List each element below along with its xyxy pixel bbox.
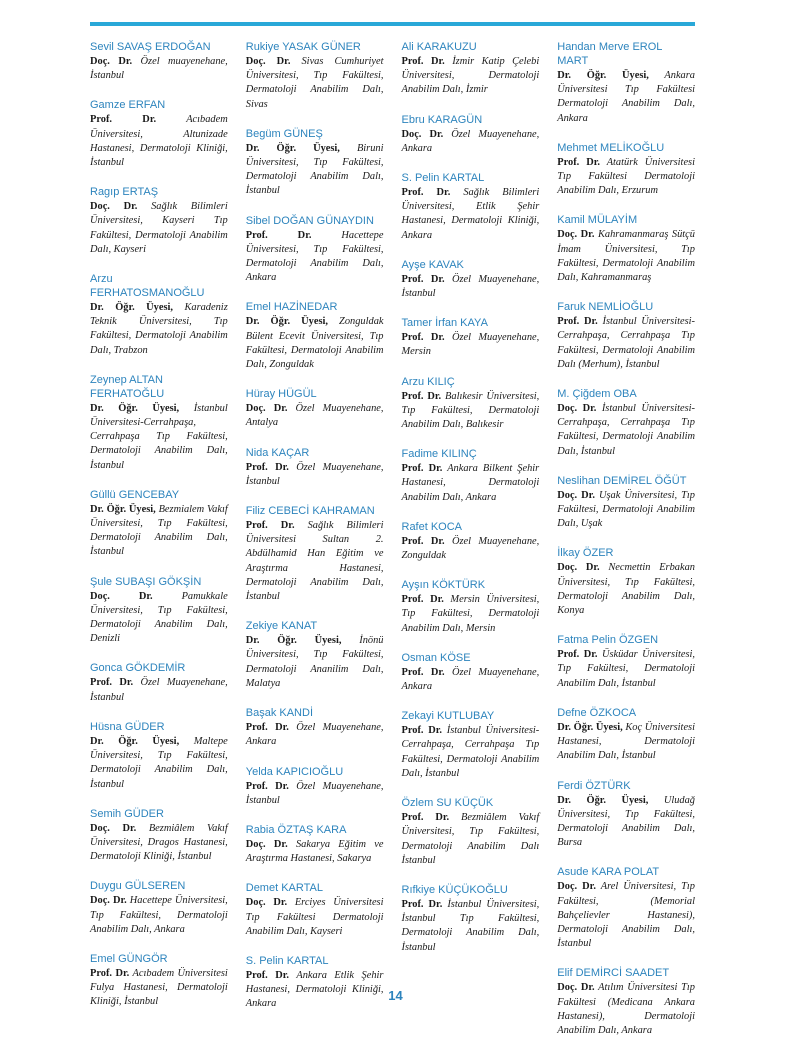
contributor-name: Defne ÖZKOCA (557, 706, 637, 719)
affiliation-text: Özel Muayenehane, İstanbul (245, 780, 384, 806)
contributor-entry (402, 447, 540, 505)
academic-title: Prof. Dr. (245, 780, 289, 792)
contributor-affiliation (90, 822, 228, 865)
academic-title: Prof. Dr. (401, 898, 443, 910)
contributor-entry (246, 706, 384, 749)
contributor-name: S. Pelin KARTAL (245, 954, 329, 967)
academic-title: Prof. Dr. (245, 461, 289, 473)
academic-title: Dr. Öğr. Üyesi, (245, 142, 340, 154)
contributor-affiliation (246, 142, 384, 199)
affiliation-text: Sağlık Bilimleri Üniversitesi Sultan 2. Abdülhamid Han Eğitim ve Araştırma Hastanesi, Dermatoloji Anabilim Dalı, İstanbul (245, 520, 384, 603)
contributor-entry (557, 779, 695, 851)
contributor-name: Mehmet MELİKOĞLU (557, 141, 665, 154)
academic-title: Prof. Dr. (90, 967, 130, 979)
affiliation-text: Sivas Cumhuriyet Üniversitesi, Tıp Fakültesi, Dermatoloji Anabilim Dalı, Sivas (245, 56, 384, 110)
affiliation-text: İstanbul Üniversitesi-Cerrahpaşa, Cerrahpaşa Tıp Fakültesi, Dermatoloji Anabilim Dalı, İstanbul (401, 725, 540, 779)
affiliation-text: Özel Muayenehane, Ankara (401, 128, 540, 154)
contributor-entry (557, 633, 695, 691)
affiliation-text: Sağlık Bilimleri Üniversitesi, Kayseri Tıp Fakültesi, Dermatoloji Anabilim Dalı, Kayseri (90, 201, 228, 255)
affiliation-text: Karadeniz Teknik Üniversitesi, Tıp Fakültesi, Dermatoloji Anabilim Dalı, Trabzon (90, 302, 228, 356)
contributor-name: Asude KARA POLAT (557, 866, 660, 879)
contributor-affiliation (557, 228, 695, 285)
academic-title: Prof. Dr. (90, 677, 134, 689)
contributor-entry (557, 300, 695, 372)
contributor-entry (246, 446, 384, 489)
contributor-entry (557, 213, 695, 285)
contributor-entry (557, 474, 695, 532)
top-rule (90, 22, 695, 26)
contributor-entry (246, 387, 384, 430)
contributor-affiliation (246, 896, 384, 939)
academic-title: Doç. Dr. (557, 229, 595, 241)
contributor-entry (402, 709, 540, 781)
contributor-affiliation (402, 724, 540, 781)
contributor-name: Başak KANDİ (245, 707, 313, 720)
affiliation-text: Ankara Etlik Şehir Hastanesi, Dermatoloji Kliniği, Ankara (245, 969, 384, 1010)
affiliation-text: Özel Muayenehane, İstanbul (245, 461, 384, 487)
academic-title: Prof. Dr. (401, 56, 445, 67)
contributor-name: Demet KARTAL (245, 882, 323, 895)
affiliation-text: Hacettepe Üniversitesi, Tıp Fakültesi, Dermatoloji Anabilim Dalı, Ankara (245, 229, 384, 284)
affiliation-text: Atılım Üniversitesi Tıp Fakültesi (Medicana Ankara Hastanesi), Dermatoloji Anabilim Dalı, Ankara (557, 982, 696, 1036)
contributor-entry (557, 706, 695, 764)
contributor-entry (246, 214, 384, 286)
academic-title: Prof. Dr. (401, 187, 451, 199)
contributor-name: Sibel DOĞAN GÜNAYDIN (245, 214, 374, 227)
contributor-name: Elif DEMİRCİ SAADET (557, 967, 670, 980)
contributor-name: Ayşın KÖKTÜRK (401, 579, 486, 592)
contributor-name: Emel HAZİNEDAR (245, 301, 338, 314)
academic-title: Prof. Dr. (401, 812, 450, 824)
contributor-affiliation (246, 838, 384, 866)
affiliation-text: İzmir Katip Çelebi Üniversitesi, Dermatoloji Anabilim Dalı, İzmir (401, 56, 540, 96)
contributor-entry (402, 258, 540, 301)
academic-title: Doç. Dr. (401, 128, 444, 140)
contributor-entry (90, 879, 228, 937)
contributor-affiliation (246, 519, 384, 604)
affiliation-text: Bezmiâlem Vakıf Üniversitesi, Dragos Hastanesi, Dermatoloji Kliniği, İstanbul (90, 822, 228, 863)
contributor-name: Zekayi KUTLUBAY (401, 710, 495, 723)
contributor-affiliation (402, 273, 540, 301)
contributor-entry (246, 823, 384, 866)
contributor-entry (90, 272, 228, 358)
contributor-affiliation (90, 200, 228, 257)
academic-title: Doç. Dr. (557, 562, 600, 574)
academic-title: Dr. Öğr. Üyesi, (90, 402, 180, 414)
academic-title: Prof. Dr. (245, 969, 290, 981)
contributor-entry (90, 807, 228, 865)
contributor-name: Rukiye YASAK GÜNER (245, 41, 361, 53)
affiliation-text: Ankara Üniversitesi Tıp Fakültesi Dermatoloji Anabilim Dalı, Ankara (557, 70, 695, 124)
contributor-affiliation (402, 462, 540, 505)
academic-title: Doç. Dr. (90, 201, 138, 213)
contributor-affiliation (557, 880, 695, 951)
affiliation-text: Acıbadem Üniversitesi Fulya Hastanesi, Dermatoloji Kliniği, İstanbul (90, 967, 228, 1008)
academic-title: Doç. Dr. (245, 403, 288, 415)
contributor-affiliation (402, 535, 540, 563)
contributor-affiliation (402, 898, 540, 955)
academic-title: Prof. Dr. (401, 666, 445, 678)
column-1 (90, 40, 228, 1008)
academic-title: Prof. Dr. (557, 649, 598, 661)
academic-title: Prof. Dr. (401, 390, 442, 402)
contributor-entry (402, 883, 540, 955)
academic-title: Doç. Dr. (557, 881, 596, 893)
academic-title: Dr. Öğr. Üyesi, (557, 794, 649, 806)
academic-title: Doç. Dr. (90, 56, 133, 67)
affiliation-text: Özel muayenehane, İstanbul (90, 56, 228, 82)
contributor-name: Ali KARAKUZU (401, 41, 477, 53)
contributor-name: Duygu GÜLSEREN (90, 880, 186, 893)
contributor-entry (90, 575, 228, 647)
contributor-entry (90, 40, 228, 83)
contributor-entry (402, 796, 540, 868)
affiliation-text: Üsküdar Üniversitesi, Tıp Fakültesi, Dermatoloji Anabilim Dalı, İstanbul (557, 649, 695, 689)
academic-title: Prof. Dr. (557, 156, 600, 168)
affiliation-text: İstanbul Üniversitesi-Cerrahpaşa, Cerrahpaşa Tıp Fakültesi, Dermatoloji Anabilim Dalı (Merhum), İstanbul (557, 316, 695, 370)
contributor-affiliation (246, 402, 384, 430)
contributor-affiliation (402, 128, 540, 156)
contributor-affiliation (557, 489, 695, 532)
affiliation-text: Özel Muayenehane, Zonguldak (401, 535, 540, 562)
contributor-entry (246, 300, 384, 372)
contributor-name: Neslihan DEMİREL ÖĞÜT (557, 474, 687, 487)
contributor-affiliation (90, 503, 228, 560)
contributor-name: Fadime KILINÇ (401, 448, 477, 461)
contributor-name: Ragıp ERTAŞ (90, 186, 159, 199)
academic-title: Dr. Öğr. Üyesi, (90, 302, 173, 314)
contributor-name: Emel GÜNGÖR (90, 952, 168, 965)
contributor-name: Arzu KILIÇ (401, 375, 455, 388)
affiliation-text: Maltepe Üniversitesi, Tıp Fakültesi, Dermatoloji Anabilim Dalı, İstanbul (90, 735, 228, 790)
academic-title: Prof. Dr. (245, 722, 289, 734)
column-2 (245, 40, 384, 1010)
contributor-name: Özlem SU KÜÇÜK (401, 797, 494, 810)
contributor-affiliation (246, 634, 384, 691)
contributor-entry (246, 619, 384, 691)
contributor-name: Rafet KOCA (401, 520, 463, 533)
affiliation-text: İstanbul Üniversitesi-Cerrahpaşa, Cerrahpaşa Tıp Fakültesi, Dermatoloji Anabilim Dalı, İstanbul (557, 403, 695, 457)
affiliation-text: Mersin Üniversitesi, Tıp Fakültesi, Dermatoloji Anabilim Dalı, Mersin (401, 594, 540, 634)
academic-title: Doç. Dr. (557, 403, 597, 415)
contributor-affiliation (90, 676, 228, 704)
contributor-name: Rıfkiye KÜÇÜKOĞLU (401, 883, 508, 896)
contributor-name: İlkay ÖZER (557, 547, 614, 560)
contributor-name: Ferdi ÖZTÜRK (557, 779, 631, 792)
contributor-affiliation (90, 113, 228, 170)
affiliation-text: Ankara Bilkent Şehir Hastanesi, Dermatoloji Anabilim Dalı, Ankara (401, 463, 540, 503)
contributor-name: S. Pelin KARTAL (401, 172, 485, 185)
contributor-name: Tamer İrfan KAYA (401, 317, 488, 330)
contributor-affiliation (246, 315, 384, 372)
affiliation-text: Sakarya Eğitim ve Araştırma Hastanesi, Sakarya (245, 838, 384, 865)
contributor-affiliation (246, 229, 384, 286)
academic-title: Dr. Öğr. Üyesi, (557, 70, 649, 81)
contributor-entry (246, 765, 384, 808)
contributor-affiliation (557, 794, 695, 851)
academic-title: Prof. Dr. (401, 332, 445, 344)
contributor-name: Zeynep ALTAN FERHATOĞLU (90, 373, 165, 400)
contributor-affiliation (246, 721, 384, 749)
contributor-affiliation (90, 894, 228, 937)
affiliation-text: Acıbadem Üniversitesi, Altunizade Hastanesi, Dermatoloji Kliniği, İstanbul (90, 114, 228, 169)
academic-title: Doç. Dr. (557, 982, 595, 994)
academic-title: Doç. Dr. (90, 895, 127, 907)
affiliation-text: Özel Muayenehane, Ankara (401, 666, 540, 693)
contributor-entry (402, 375, 540, 433)
affiliation-text: Özel Muayenehane, Mersin (401, 332, 540, 358)
academic-title: Prof. Dr. (245, 229, 312, 241)
contributor-entry (246, 881, 384, 939)
academic-title: Prof. Dr. (401, 725, 443, 737)
contributor-affiliation (402, 55, 540, 98)
page-number: 14 (388, 988, 403, 1003)
academic-title: Dr. Öğr. Üyesi, (90, 735, 180, 747)
contributor-name: Yelda KAPICIOĞLU (245, 765, 344, 778)
contributor-name: Faruk NEMLİOĞLU (557, 301, 654, 314)
affiliation-text: İstanbul Üniversitesi, İstanbul Tıp Fakültesi, Dermatoloji Anabilim Dalı, İstanbul (401, 898, 540, 953)
affiliation-text: Özel Muayenehane, Ankara (245, 722, 384, 748)
affiliation-text: Kahramanmaraş Sütçü İmam Üniversitesi, Tıp Fakültesi, Dermatoloji Anabilim Dalı, Kahramanmaraş (557, 229, 695, 284)
contributor-affiliation (246, 780, 384, 808)
contributor-entry (90, 373, 228, 473)
affiliation-text: Hacettepe Üniversitesi, Tıp Fakültesi, Dermatoloji Anabilim Dalı, Ankara (90, 895, 228, 935)
contributor-entry (402, 171, 540, 243)
academic-title: Dr. Öğr. Üyesi, (245, 316, 328, 328)
contributor-entry (402, 40, 540, 98)
contributor-name: M. Çiğdem OBA (557, 388, 637, 401)
academic-title: Doç. Dr. (245, 838, 288, 850)
academic-title: Prof. Dr. (401, 273, 445, 285)
affiliation-text: Necmettin Erbakan Üniversitesi, Tıp Fakültesi, Dermatoloji Anabilim Dalı, Konya (557, 562, 695, 617)
contributor-affiliation (557, 69, 695, 126)
contributor-entry (402, 578, 540, 636)
contributor-affiliation (90, 735, 228, 792)
contributor-name: Gamze ERFAN (90, 99, 166, 112)
affiliation-text: Arel Üniversitesi, Tıp Fakültesi, (Memorial Bahçelievler Hastanesi), Dermatoloji Anabilim Dalı, İstanbul (557, 881, 695, 950)
contributor-affiliation (557, 721, 695, 764)
contributor-affiliation (402, 390, 540, 433)
contributor-entry (557, 40, 695, 126)
academic-title: Doç. Dr. (90, 590, 153, 602)
contributor-name: Kamil MÜLAYİM (557, 214, 638, 227)
column-3 (402, 40, 540, 985)
contributor-name: Fatma Pelin ÖZGEN (557, 634, 659, 647)
contributor-affiliation (402, 331, 540, 359)
contributor-entry (90, 488, 228, 560)
contributor-affiliation (402, 186, 540, 243)
contributor-name: Osman KÖSE (401, 651, 471, 664)
contributor-entry (557, 387, 695, 459)
academic-title: Prof. Dr. (401, 535, 445, 547)
contributor-entry (402, 651, 540, 694)
contributor-name: Arzu FERHATOSMANOĞLU (90, 273, 205, 300)
contributor-name: Hüray HÜGÜL (245, 388, 317, 401)
contributor-entry (557, 141, 695, 199)
contributor-affiliation (246, 461, 384, 489)
academic-title: Prof. Dr. (90, 114, 157, 126)
contributor-affiliation (402, 666, 540, 694)
affiliation-text: Özel Muayenehane, Antalya (245, 403, 384, 429)
affiliation-text: Pamukkale Üniversitesi, Tıp Fakültesi, Dermatoloji Anabilim Dalı, Denizli (90, 590, 228, 645)
column-4 (557, 40, 696, 1036)
affiliation-text: Balıkesir Üniversitesi, Tıp Fakültesi, Dermatoloji Anabilim Dalı, Balıkesir (401, 390, 540, 431)
affiliation-text: Bezmiâlem Vakıf Üniversitesi, Tıp Fakültesi, Dermatoloji Anabilim Dalı İstanbul (401, 812, 540, 866)
contributor-name: Şule SUBAŞI GÖKŞİN (90, 575, 202, 588)
academic-title: Dr. Öğr. Üyesi, (90, 503, 156, 515)
contributor-affiliation (246, 55, 384, 112)
academic-title: Dr. Öğr. Üyesi, (245, 635, 342, 647)
contributor-affiliation (90, 55, 228, 83)
contributor-name: Hüsna GÜDER (90, 720, 165, 733)
affiliation-text: Uşak Üniversitesi, Tıp Fakültesi, Dermatoloji Anabilim Dalı, Uşak (557, 489, 695, 530)
academic-title: Dr. Öğr. Üyesi, (557, 721, 623, 733)
affiliation-text: Özel Muayenehane, İstanbul (401, 273, 540, 300)
academic-title: Prof. Dr. (401, 594, 444, 606)
contributor-affiliation (557, 561, 695, 618)
contributor-affiliation (402, 593, 540, 636)
contributor-affiliation (557, 402, 695, 459)
academic-title: Prof. Dr. (557, 316, 598, 328)
contributor-entry (246, 40, 384, 112)
contributor-affiliation (402, 811, 540, 868)
contributor-name: Semih GÜDER (90, 807, 164, 820)
contributor-affiliation (90, 590, 228, 647)
academic-title: Doç. Dr. (245, 897, 288, 909)
affiliation-text: İnönü Üniversitesi, Tıp Fakültesi, Dermatoloji Ananilim Dalı, Malatya (245, 635, 384, 689)
contributor-affiliation (557, 648, 695, 691)
contributor-name: Nida KAÇAR (245, 446, 310, 459)
contributor-name: Güllü GENCEBAY (90, 488, 180, 501)
academic-title: Doç. Dr. (245, 56, 291, 67)
academic-title: Doç. Dr. (90, 822, 137, 834)
contributor-name: Handan Merve EROL MART (557, 41, 663, 67)
affiliation-text: Biruni Üniversitesi, Tıp Fakültesi, Dermatoloji Anabilim Dalı, İstanbul (245, 142, 384, 197)
academic-title: Prof. Dr. (245, 520, 295, 532)
affiliation-text: İstanbul Üniversitesi-Cerrahpaşa, Cerrahpaşa Tıp Fakültesi, Dermatoloji Anabilim Dalı, İstanbul (90, 402, 228, 471)
contributor-entry (246, 127, 384, 199)
affiliation-text: Koç Üniversitesi Hastanesi, Dermatoloji Anabilim Dalı, İstanbul (557, 721, 695, 762)
contributor-name: Zekiye KANAT (245, 620, 318, 633)
contributor-name: Rabia ÖZTAŞ KARA (245, 823, 347, 836)
academic-title: Prof. Dr. (401, 463, 443, 475)
contributor-entry (402, 520, 540, 563)
affiliation-text: Erciyes Üniversitesi Tıp Fakültesi Dermatoloji Anabilim Dalı, Kayseri (245, 897, 384, 937)
contributor-affiliation (557, 315, 695, 372)
contributor-entry (557, 546, 695, 618)
contributor-entry (90, 185, 228, 257)
academic-title: Doç. Dr. (557, 489, 595, 501)
affiliation-text: Özel Muayenehane, İstanbul (90, 677, 228, 703)
contributor-name: Gonca GÖKDEMİR (90, 662, 186, 675)
contributor-entry (402, 316, 540, 359)
contributor-name: Begüm GÜNEŞ (245, 127, 323, 140)
affiliation-text: Bezmialem Vakıf Üniversitesi, Tıp Fakültesi, Dermatoloji Anabilim Dalı, İstanbul (90, 503, 228, 558)
contributor-name: Ayşe KAVAK (401, 258, 464, 271)
contributor-name: Ebru KARAGÜN (401, 113, 483, 126)
affiliation-text: Sağlık Bilimleri Üniversitesi, Etlik Şehir Hastanesi, Dermatoloji Kliniği, Ankara (401, 187, 540, 241)
contributor-entry (90, 98, 228, 170)
contributor-affiliation (90, 402, 228, 473)
contributor-affiliation (90, 301, 228, 358)
contributor-entry (402, 113, 540, 156)
affiliation-text: Zonguldak Bülent Ecevit Üniversitesi, Tıp Fakültesi, Dermatoloji Anabilim Dalı, Zonguldak (245, 316, 384, 371)
contributor-entry (90, 720, 228, 792)
contributor-entry (246, 504, 384, 604)
affiliation-text: Uludağ Üniversitesi, Tıp Fakültesi, Dermatoloji Anabilim Dalı, Bursa (557, 794, 695, 849)
contributor-entry (90, 661, 228, 704)
contributor-name: Filiz CEBECİ KAHRAMAN (245, 505, 375, 518)
affiliation-text: Atatürk Üniversitesi Tıp Fakültesi Dermatoloji Anabilim Dalı, Erzurum (557, 156, 695, 197)
contributor-entry (557, 865, 695, 951)
contributor-name: Sevil SAVAŞ ERDOĞAN (90, 41, 211, 53)
contributor-affiliation (557, 156, 695, 199)
